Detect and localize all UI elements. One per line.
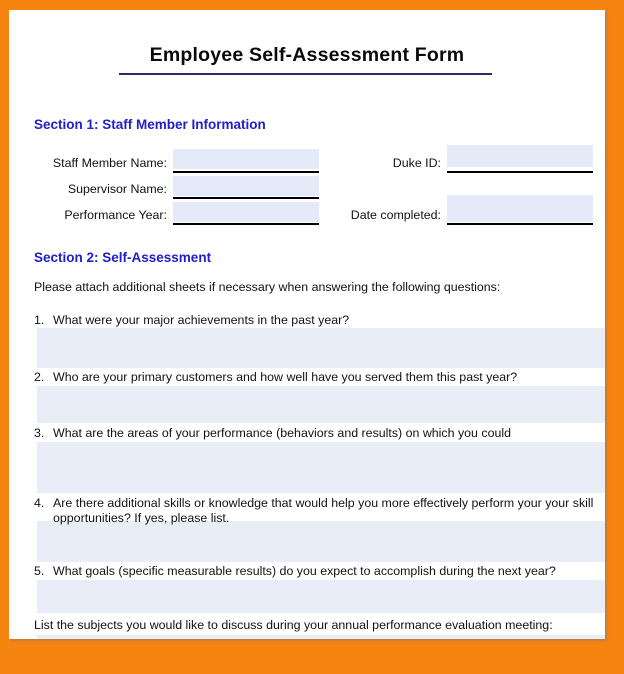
- answer-box-closing[interactable]: [37, 635, 605, 639]
- title-underline: [119, 73, 492, 75]
- duke-id-field-fill: [447, 145, 593, 167]
- answer-box-q3[interactable]: [37, 442, 605, 493]
- performance-year-field-fill: [173, 202, 319, 222]
- closing-prompt-text: List the subjects you would like to discuss during your annual performance evaluation meeting:: [34, 618, 553, 632]
- date-completed-label: Date completed:: [350, 208, 441, 222]
- question-5-number: 5.: [34, 564, 45, 578]
- question-4-number: 4.: [34, 496, 45, 510]
- section-1-heading: Section 1: Staff Member Information: [34, 117, 266, 132]
- staff-member-name-rule: [173, 171, 319, 173]
- section-2-instruction: Please attach additional sheets if necessary when answering the following questions:: [34, 280, 501, 294]
- question-5-text: What goals (specific measurable results) do you expect to accomplish during the next year?: [53, 564, 556, 578]
- date-completed-field-fill: [447, 195, 593, 222]
- supervisor-name-field-fill: [173, 176, 319, 196]
- date-completed-rule: [447, 223, 593, 225]
- answer-box-q1[interactable]: [37, 328, 605, 356]
- question-2-number: 2.: [34, 370, 45, 384]
- page-title: Employee Self-Assessment Form: [149, 44, 465, 66]
- answer-box-q4[interactable]: [37, 521, 605, 565]
- question-3-number: 3.: [34, 426, 45, 440]
- answer-box-q5[interactable]: [37, 580, 605, 613]
- form-page: [9, 10, 605, 639]
- question-2-text: Who are your primary customers and how well have you served them this past year?: [53, 370, 518, 384]
- duke-id-label: Duke ID:: [392, 156, 441, 170]
- performance-year-label: Performance Year:: [64, 208, 167, 222]
- question-1-number: 1.: [34, 313, 45, 327]
- duke-id-rule: [447, 171, 593, 173]
- question-3-text: What are the areas of your performance (behaviors and results) on which you could: [53, 426, 511, 440]
- staff-member-name-label: Staff Member Name:: [52, 156, 167, 170]
- staff-member-name-field-fill: [173, 149, 319, 169]
- supervisor-name-rule: [173, 197, 319, 199]
- question-4-text: Are there additional skills or knowledge that would help you more effectively perform your your skill opportunities? If yes, please list.: [53, 496, 594, 525]
- supervisor-name-label: Supervisor Name:: [67, 182, 167, 196]
- section-2-heading: Section 2: Self-Assessment: [34, 250, 212, 265]
- performance-year-rule: [173, 223, 319, 225]
- question-1-text: What were your major achievements in the past year?: [53, 313, 350, 327]
